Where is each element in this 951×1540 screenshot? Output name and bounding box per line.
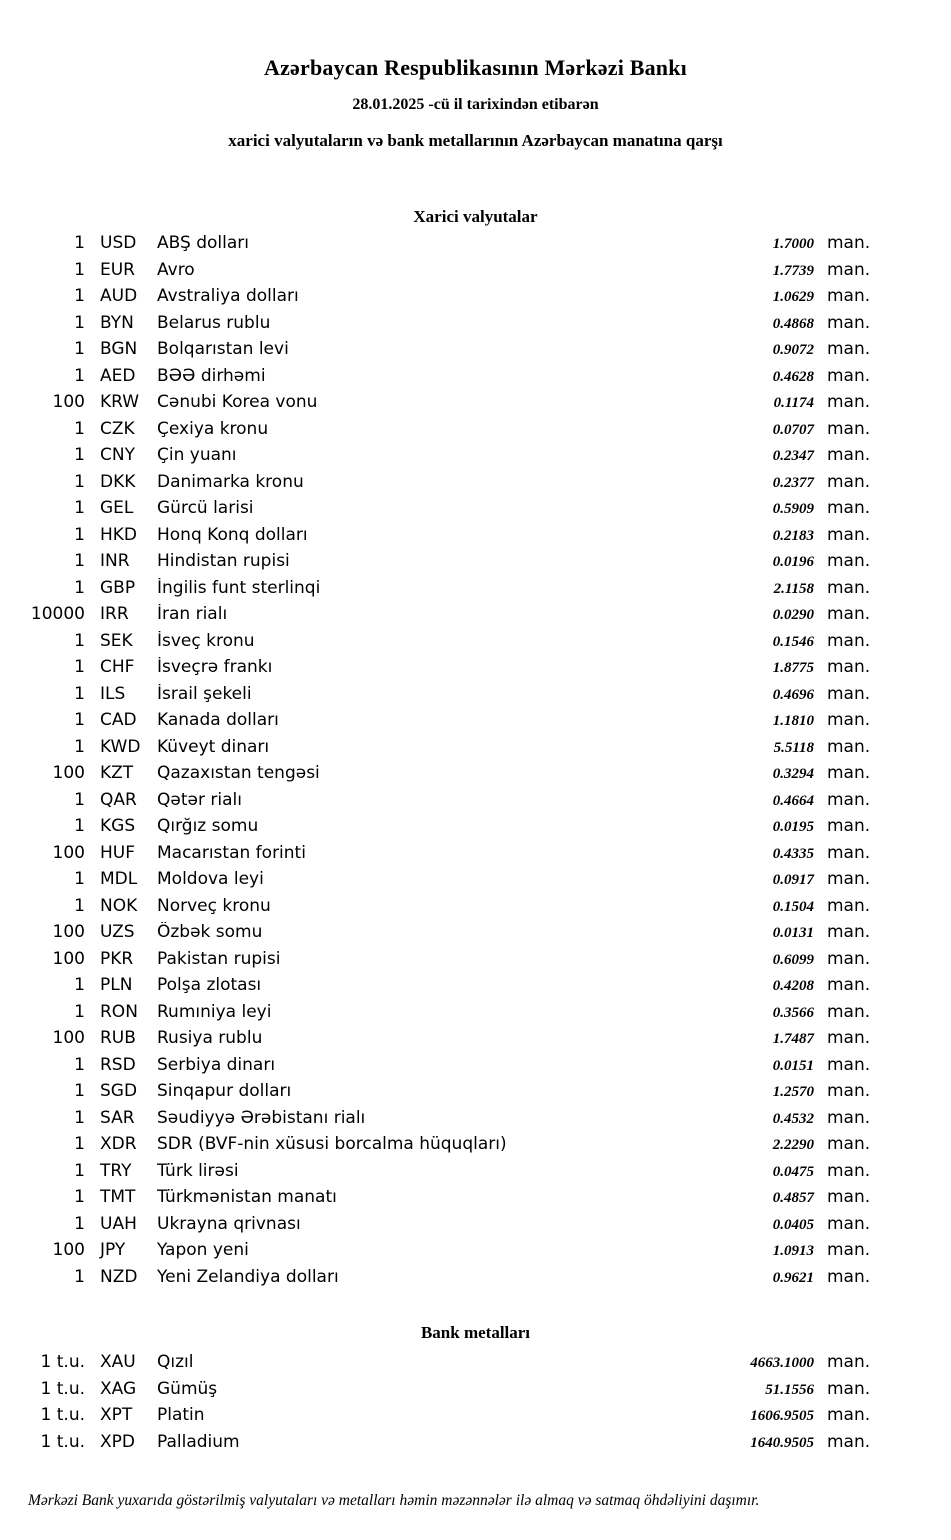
currency-name: Polşa zlotası	[157, 975, 262, 995]
currency-name: Serbiya dinarı	[157, 1054, 276, 1075]
quantity-value: 1	[74, 471, 85, 492]
currency-code: SGD	[100, 1081, 138, 1101]
unit-label: man.	[827, 869, 871, 889]
quantity-value: 1	[74, 1266, 85, 1287]
currency-code: GEL	[100, 498, 134, 518]
unit-label: man.	[827, 948, 871, 969]
rate-row	[0, 1161, 880, 1188]
rate-row	[0, 233, 880, 260]
rate-row	[0, 366, 880, 393]
rate-row	[0, 737, 880, 764]
currency-name: Gümüş	[157, 1378, 218, 1399]
quantity-value: 1	[74, 975, 85, 995]
effective-date: 28.01.2025 -cü il tarixindən etibarən	[352, 96, 599, 113]
rate-value: 1.0913	[772, 1243, 814, 1259]
currency-name: İsrail şekeli	[157, 683, 252, 704]
unit-label: man.	[827, 418, 871, 439]
unit-label: man.	[827, 551, 871, 571]
rate-value: 0.4208	[772, 978, 814, 994]
currency-code: IRR	[100, 604, 129, 624]
currency-name: Kanada dolları	[157, 710, 279, 730]
rate-row	[0, 392, 880, 419]
quantity-value: 1 t.u.	[40, 1405, 85, 1425]
rate-row	[0, 1432, 880, 1459]
rate-value: 2.1158	[773, 580, 814, 597]
unit-label: man.	[827, 657, 871, 677]
rate-row	[0, 525, 880, 552]
unit-label: man.	[827, 1266, 871, 1287]
rate-value: 0.6099	[772, 951, 814, 968]
currency-code: NOK	[100, 895, 138, 916]
rate-row	[0, 710, 880, 737]
unit-label: man.	[827, 922, 871, 942]
currency-code: RUB	[100, 1028, 136, 1048]
unit-label: man.	[827, 577, 871, 598]
rate-value: 0.9072	[772, 342, 814, 358]
currency-name: Moldova leyi	[157, 869, 264, 889]
currency-code: PLN	[100, 975, 133, 995]
rate-value: 4663.1000	[750, 1355, 814, 1371]
unit-label: man.	[827, 365, 871, 386]
unit-label: man.	[827, 233, 871, 253]
currency-name: İsveç kronu	[157, 630, 255, 651]
currency-code: HKD	[100, 524, 138, 545]
currency-code: XPD	[100, 1431, 135, 1452]
currency-name: Danimarka kronu	[157, 471, 304, 492]
unit-label: man.	[827, 498, 871, 518]
currency-name: İran rialı	[157, 604, 228, 624]
quantity-value: 1	[74, 630, 85, 651]
rate-value: 0.3294	[772, 766, 814, 782]
currency-name: Türkmənistan manatı	[157, 1187, 337, 1207]
rate-value: 0.9621	[772, 1269, 814, 1286]
quantity-value: 1	[74, 339, 85, 359]
quantity-value: 1	[74, 1134, 85, 1154]
quantity-value: 100	[52, 1240, 85, 1260]
rate-value: 1.7000	[772, 236, 814, 252]
unit-label: man.	[827, 710, 871, 730]
currency-name: Çin yuanı	[157, 445, 237, 465]
rate-value: 1.7739	[772, 262, 814, 279]
currency-name: Palladium	[157, 1431, 240, 1452]
metals-table	[0, 1352, 880, 1458]
quantity-value: 1 t.u.	[40, 1431, 85, 1452]
rate-row	[0, 1187, 880, 1214]
rate-value: 0.1546	[772, 633, 814, 650]
rate-value: 1.2570	[772, 1084, 814, 1100]
quantity-value: 1	[74, 736, 85, 757]
currency-code: TRY	[100, 1160, 132, 1181]
quantity-value: 1	[74, 418, 85, 439]
unit-label: man.	[827, 339, 871, 359]
currency-code: NZD	[100, 1266, 138, 1287]
quantity-value: 1	[74, 1107, 85, 1128]
rate-row	[0, 472, 880, 499]
rate-value: 0.0917	[772, 872, 814, 888]
currency-name: ABŞ dolları	[157, 233, 249, 253]
unit-label: man.	[827, 736, 871, 757]
rate-row	[0, 1134, 880, 1161]
currency-code: KGS	[100, 816, 136, 836]
currency-name: Səudiyyə Ərəbistanı rialı	[157, 1107, 366, 1128]
rate-row	[0, 975, 880, 1002]
currency-name: Hindistan rupisi	[157, 551, 290, 571]
document-header	[0, 0, 951, 151]
currency-name: Cənubi Korea vonu	[157, 392, 318, 412]
currency-code: XAU	[100, 1352, 136, 1372]
currency-name: Sinqapur dolları	[157, 1081, 292, 1101]
rate-value: 0.0151	[772, 1057, 814, 1074]
rate-row	[0, 922, 880, 949]
currency-code: XPT	[100, 1405, 133, 1425]
currency-code: CNY	[100, 445, 135, 465]
rate-row	[0, 631, 880, 658]
currency-code: BYN	[100, 312, 134, 333]
currency-name: Türk lirəsi	[157, 1160, 239, 1181]
unit-label: man.	[827, 630, 871, 651]
rate-row	[0, 816, 880, 843]
rate-value: 5.5118	[773, 739, 814, 756]
unit-label: man.	[827, 975, 871, 995]
quantity-value: 100	[52, 1028, 85, 1048]
rate-value: 0.4532	[772, 1110, 814, 1127]
unit-label: man.	[827, 312, 871, 333]
rate-row	[0, 949, 880, 976]
currencies-section-title: Xarici valyutalar	[413, 207, 538, 226]
unit-label: man.	[827, 1187, 871, 1207]
rate-row	[0, 843, 880, 870]
rate-row	[0, 763, 880, 790]
currency-name: Avro	[157, 259, 195, 280]
rate-value: 0.4696	[772, 686, 814, 703]
quantity-value: 100	[52, 763, 85, 783]
unit-label: man.	[827, 524, 871, 545]
disclaimer-text: Mərkəzi Bank yuxarıda göstərilmiş valyutaları və metalları həmin məzənnələr ilə almaq və satmaq öhdəliyini daşımır.	[28, 1492, 760, 1509]
currency-name: Rusiya rublu	[157, 1028, 263, 1048]
currency-name: Norveç kronu	[157, 895, 271, 916]
currency-code: TMT	[100, 1187, 136, 1207]
currency-name: Platin	[157, 1405, 205, 1425]
unit-label: man.	[827, 1352, 871, 1372]
currency-code: JPY	[100, 1240, 126, 1260]
currency-name: Gürcü larisi	[157, 498, 254, 518]
unit-label: man.	[827, 1081, 871, 1101]
quantity-value: 1	[74, 233, 85, 253]
rate-value: 0.3566	[772, 1004, 814, 1021]
quantity-value: 1 t.u.	[40, 1352, 85, 1372]
quantity-value: 1	[74, 551, 85, 571]
currency-name: Küveyt dinarı	[157, 736, 270, 757]
currency-name: Qızıl	[157, 1352, 194, 1372]
rate-value: 0.0195	[772, 819, 814, 835]
quantity-value: 1	[74, 683, 85, 704]
quantity-value: 1	[74, 1160, 85, 1181]
rate-row	[0, 1081, 880, 1108]
rate-row	[0, 286, 880, 313]
unit-label: man.	[827, 683, 871, 704]
rate-row	[0, 1002, 880, 1029]
rate-row	[0, 1214, 880, 1241]
document-subtitle: xarici valyutaların və bank metallarının Azərbaycan manatına qarşı	[228, 131, 723, 150]
rate-value: 0.0475	[772, 1163, 814, 1180]
currency-name: Macarıstan forinti	[157, 842, 306, 863]
rate-value: 0.1504	[772, 898, 814, 915]
rate-row	[0, 339, 880, 366]
quantity-value: 1	[74, 895, 85, 916]
currency-code: HUF	[100, 842, 136, 863]
currency-code: GBP	[100, 577, 136, 598]
rate-value: 1606.9505	[750, 1408, 814, 1424]
quantity-value: 1	[74, 1081, 85, 1101]
unit-label: man.	[827, 1107, 871, 1128]
unit-label: man.	[827, 1001, 871, 1022]
rate-value: 2.2290	[772, 1137, 814, 1153]
unit-label: man.	[827, 471, 871, 492]
currency-name: İsveçrə frankı	[157, 657, 273, 677]
rate-row	[0, 1240, 880, 1267]
currency-name: Yapon yeni	[157, 1240, 249, 1260]
currency-code: SEK	[100, 630, 133, 651]
currency-code: XDR	[100, 1134, 137, 1154]
rate-row	[0, 419, 880, 446]
currency-code: AUD	[100, 286, 138, 306]
unit-label: man.	[827, 1405, 871, 1425]
unit-label: man.	[827, 763, 871, 783]
currency-name: SDR (BVF-nin xüsusi borcalma hüquqları)	[157, 1134, 507, 1154]
rate-row	[0, 1108, 880, 1135]
currency-name: BƏƏ dirhəmi	[157, 365, 266, 386]
rate-row	[0, 684, 880, 711]
currency-name: Çexiya kronu	[157, 418, 269, 439]
rate-value: 1.8775	[772, 660, 814, 676]
quantity-value: 100	[52, 948, 85, 969]
currency-name: Bolqarıstan levi	[157, 339, 289, 359]
currency-name: Honq Konq dolları	[157, 524, 308, 545]
currency-code: BGN	[100, 339, 138, 359]
rate-value: 0.2183	[772, 527, 814, 544]
quantity-value: 1	[74, 286, 85, 306]
rate-value: 0.4664	[772, 792, 814, 809]
rate-value: 0.4335	[772, 845, 814, 862]
quantity-value: 1	[74, 789, 85, 810]
quantity-value: 1	[74, 498, 85, 518]
rate-value: 0.0196	[772, 554, 814, 570]
currency-code: CAD	[100, 710, 137, 730]
quantity-value: 1 t.u.	[40, 1378, 85, 1399]
quantity-value: 1	[74, 869, 85, 889]
quantity-value: 1	[74, 312, 85, 333]
rate-value: 0.0707	[772, 421, 814, 438]
currency-code: KZT	[100, 763, 134, 783]
currency-code: UAH	[100, 1213, 137, 1234]
unit-label: man.	[827, 1378, 871, 1399]
quantity-value: 100	[52, 392, 85, 412]
currency-code: AED	[100, 365, 136, 386]
quantity-value: 1	[74, 1054, 85, 1075]
unit-label: man.	[827, 895, 871, 916]
unit-label: man.	[827, 789, 871, 810]
rate-value: 0.0290	[772, 607, 814, 623]
rate-row	[0, 578, 880, 605]
currency-code: CHF	[100, 657, 135, 677]
page-title: Azərbaycan Respublikasının Mərkəzi Bankı	[264, 55, 687, 80]
rate-value: 0.4628	[772, 368, 814, 385]
rate-value: 0.4857	[772, 1190, 814, 1206]
currency-name: Avstraliya dolları	[157, 286, 299, 306]
quantity-value: 1	[74, 1213, 85, 1234]
quantity-value: 1	[74, 445, 85, 465]
currency-name: Qətər rialı	[157, 789, 242, 810]
quantity-value: 1	[74, 1001, 85, 1022]
rate-row	[0, 1352, 880, 1379]
currency-name: Pakistan rupisi	[157, 948, 281, 969]
currency-name: Rumıniya leyi	[157, 1001, 272, 1022]
rate-row	[0, 604, 880, 631]
unit-label: man.	[827, 842, 871, 863]
currency-name: Ukrayna qrivnası	[157, 1213, 301, 1234]
unit-label: man.	[827, 1431, 871, 1452]
rate-value: 0.4868	[772, 315, 814, 332]
quantity-value: 1	[74, 710, 85, 730]
rate-value: 0.0131	[772, 925, 814, 941]
quantity-value: 1	[74, 524, 85, 545]
unit-label: man.	[827, 1240, 871, 1260]
quantity-value: 100	[52, 842, 85, 863]
currency-code: EUR	[100, 259, 135, 280]
rate-row	[0, 896, 880, 923]
rate-value: 0.5909	[772, 501, 814, 517]
metals-section-title: Bank metalları	[420, 1323, 531, 1342]
unit-label: man.	[827, 1213, 871, 1234]
unit-label: man.	[827, 259, 871, 280]
unit-label: man.	[827, 1028, 871, 1048]
rate-value: 0.0405	[772, 1216, 814, 1233]
rate-value: 1640.9505	[750, 1434, 814, 1451]
currency-name: İngilis funt sterlinqi	[157, 577, 321, 598]
unit-label: man.	[827, 1160, 871, 1181]
unit-label: man.	[827, 1134, 871, 1154]
rate-row	[0, 498, 880, 525]
quantity-value: 100	[52, 922, 85, 942]
currencies-table	[0, 233, 880, 1293]
rate-row	[0, 1379, 880, 1406]
rate-row	[0, 313, 880, 340]
currency-code: USD	[100, 233, 137, 253]
rate-value: 0.2377	[772, 474, 814, 491]
currency-name: Özbək somu	[157, 922, 263, 942]
currency-name: Qırğız somu	[157, 816, 259, 836]
quantity-value: 1	[74, 259, 85, 280]
rate-row	[0, 1267, 880, 1294]
rate-row	[0, 1028, 880, 1055]
rate-row	[0, 445, 880, 472]
currency-name: Qazaxıstan tengəsi	[157, 763, 320, 783]
quantity-value: 1	[74, 657, 85, 677]
currency-code: PKR	[100, 948, 134, 969]
currency-code: SAR	[100, 1107, 135, 1128]
rate-row	[0, 1405, 880, 1432]
currency-code: CZK	[100, 418, 135, 439]
quantity-value: 1	[74, 365, 85, 386]
unit-label: man.	[827, 604, 871, 624]
rate-value: 0.2347	[772, 448, 814, 464]
currency-code: INR	[100, 551, 130, 571]
currency-code: RON	[100, 1001, 138, 1022]
currency-code: MDL	[100, 869, 138, 889]
rate-row	[0, 869, 880, 896]
quantity-value: 1	[74, 816, 85, 836]
rate-row	[0, 260, 880, 287]
currency-name: Belarus rublu	[157, 312, 271, 333]
rate-value: 1.1810	[772, 713, 814, 729]
currency-code: QAR	[100, 789, 137, 810]
rate-row	[0, 657, 880, 684]
currency-name: Yeni Zelandiya dolları	[157, 1266, 339, 1287]
currency-code: DKK	[100, 471, 136, 492]
currency-code: ILS	[100, 683, 126, 704]
rate-row	[0, 1055, 880, 1082]
rate-value: 0.1174	[773, 395, 814, 411]
rate-value: 1.0629	[772, 289, 814, 305]
currency-code: RSD	[100, 1054, 136, 1075]
rate-row	[0, 551, 880, 578]
currency-code: XAG	[100, 1378, 137, 1399]
rate-row	[0, 790, 880, 817]
rate-value: 1.7487	[772, 1031, 814, 1047]
currency-code: KRW	[100, 392, 140, 412]
quantity-value: 1	[74, 577, 85, 598]
rate-value: 51.1556	[765, 1381, 814, 1398]
unit-label: man.	[827, 392, 871, 412]
quantity-value: 1	[74, 1187, 85, 1207]
currency-code: UZS	[100, 922, 135, 942]
unit-label: man.	[827, 445, 871, 465]
unit-label: man.	[827, 816, 871, 836]
unit-label: man.	[827, 286, 871, 306]
unit-label: man.	[827, 1054, 871, 1075]
quantity-value: 10000	[30, 604, 85, 624]
currency-code: KWD	[100, 736, 141, 757]
